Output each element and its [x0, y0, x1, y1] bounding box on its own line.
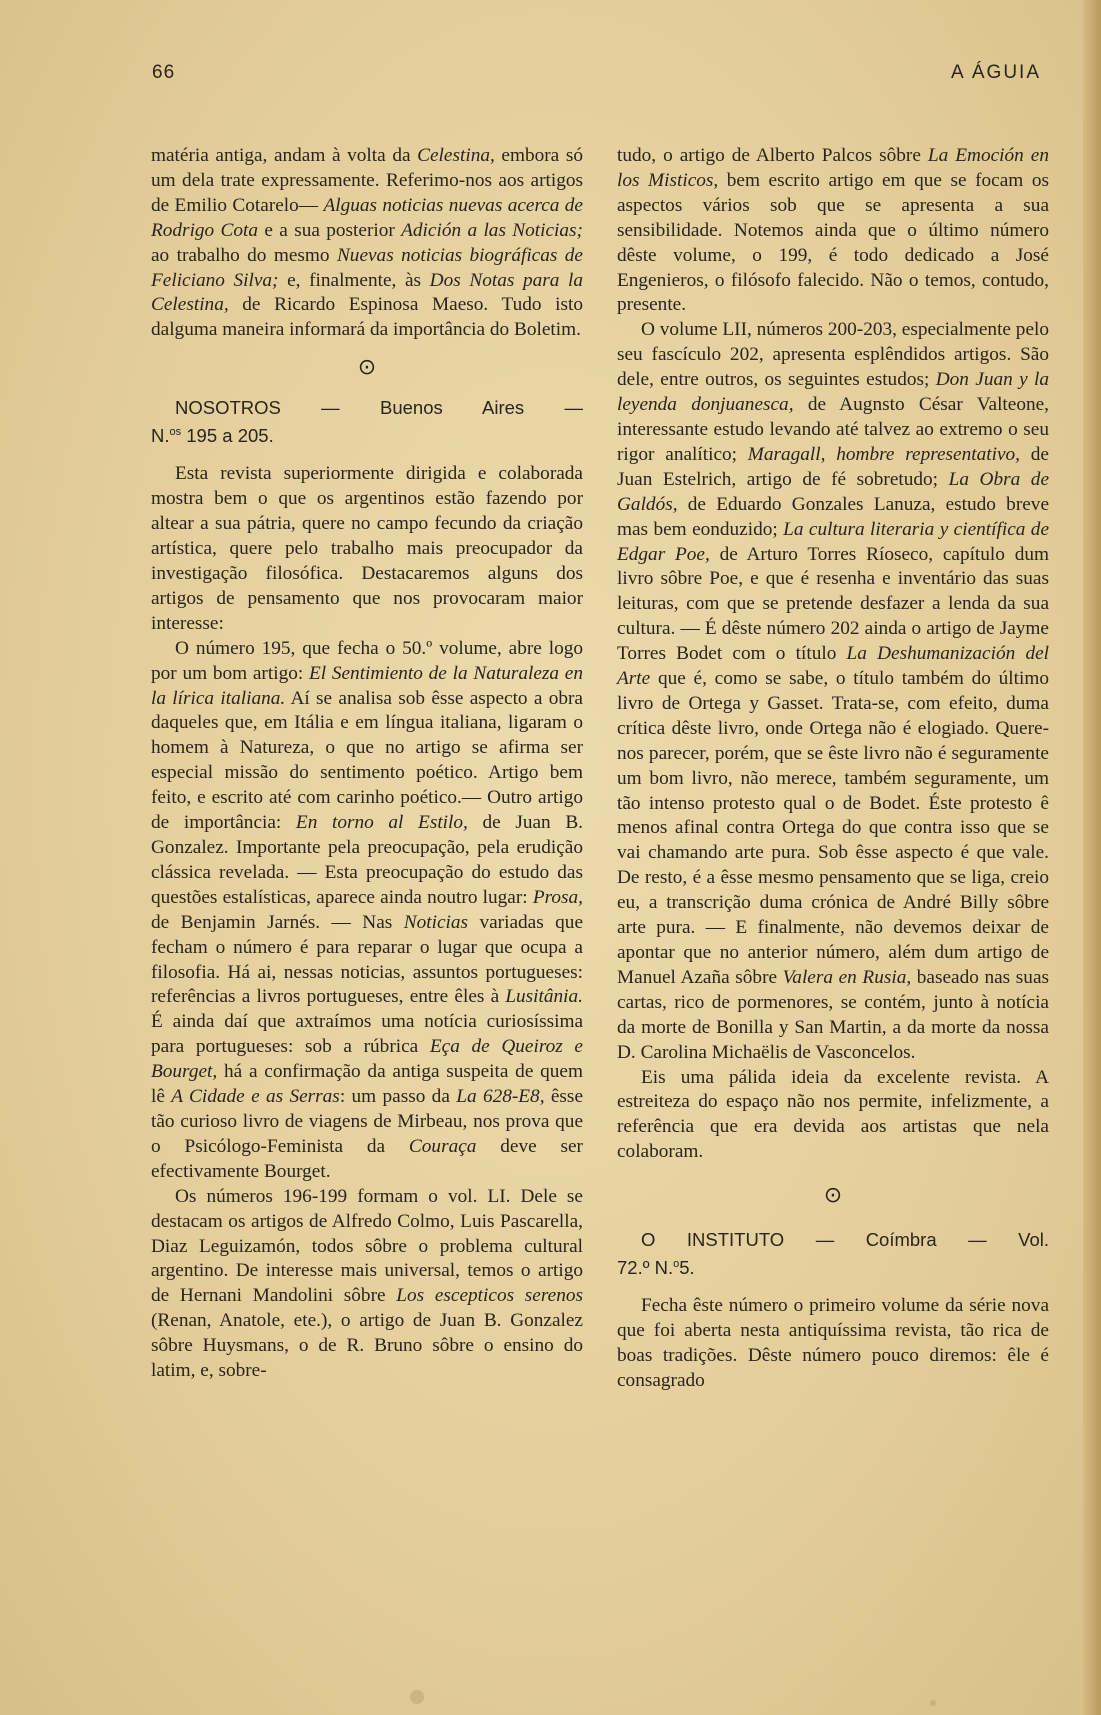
- page-number: 66: [152, 62, 176, 83]
- paragraph: O volume LII, números 200-203, especialmente pelo seu fascículo 202, apresenta esplêndidos artigos. São dele, entre outros, os seguintes estudos; Don Juan y la leyenda donjuanesca, de Augnsto César Valteone, interessante estudo levando até talvez ao extremo o seu rigor analítico; Maragall, hombre representativo, de Juan Estelrich, artigo de fé sobretudo; La Obra de Galdós, de Eduardo Gonzales Lanuza, estudo breve mas bem eonduzido; La cultura literaria y científica de Edgar Poe, de Arturo Torres Ríoseco, capítulo dum livro sôbre Poe, e que é resenha e inventário das suas leituras, com que se pretende desfazer a lenda da sua cultura. — É dêste número 202 ainda o artigo de Jayme Torres Bodet com o título La Deshumanización del Arte que é, como se sabe, o título também do último livro de Ortega y Gasset. Trata-se, com efeito, duma crítica dêste livro, onde Ortega não é elogiado. Quere-nos parecer, porém, que se êste livro não é seguramente um bom livro, não merece, também seguramente, um tão intenso protesto qual o de Bodet. Éste protesto ê menos afinal contra Ortega do que contra isso que se vai chamando arte pura. Sob êsse aspecto é que vale. De resto, é a êsse mesmo pensamento que se liga, creio eu, a transcrição duma crónica de André Billy sôbre arte pura. — E finalmente, não devemos deixar de apontar que no anterior número, além dum artigo de Manuel Azaña sôbre Valera en Rusia, baseado nas suas cartas, rico de pormenores, se contém, junto à notícia da morte de Bonilla y San Martin, a da morte da nossa D. Carolina Michaëlis de Vasconcelos.: [617, 319, 1050, 1063]
- paragraph: Esta revista superiormente dirigida e colaborada mostra bem o que os argentinos estão fazendo por altear a sua pátria, quere no campo fecundo da criação artística, quere pelo trabalho mais preocupador da investigação filosófica. Destacaremos alguns dos artigos de pensamento que nos provocaram maior interesse:: [151, 463, 583, 634]
- section-ornament: ⊙: [823, 1183, 843, 1209]
- paragraph: tudo, o artigo de Alberto Palcos sôbre La Emoción en los Misticos, bem escrito artigo em que se focam os aspectos vários sob que se apresenta a sua sensibilidade. Notemos ainda que o último número dêste volume, o 199, é todo dedicado a José Engenieros, o filósofo falecido. Não o temos, contudo, presente.: [617, 145, 1050, 316]
- paragraph: Os números 196-199 formam o vol. LI. Dele se destacam os artigos de Alfredo Colmo, Luis Pascarella, Diaz Leguizamón, todos sôbre o problema cultural argentino. De interesse mais universal, temos o artigo de Hernani Mandolini sôbre Los escepticos serenos (Renan, Anatole, ete.), o artigo de Juan B. Gonzalez sôbre Huysmans, o de R. Bruno sôbre o ensino do latim, e, sobre-: [151, 1185, 583, 1382]
- journal-title: A ÁGUIA: [950, 62, 1041, 83]
- right-column: [617, 144, 1049, 1394]
- paragraph: Fecha êste número o primeiro volume da série nova que foi aberta nesta antiquíssima revista, tão rica de boas tradições. Dêste número pouco diremos: êle é consagrado: [617, 1295, 1049, 1392]
- paper-stain: [410, 1690, 424, 1704]
- section-ornament: ⊙: [357, 355, 377, 381]
- paragraph: O número 195, que fecha o 50.º volume, abre logo por um bom artigo: El Sentimiento de la Naturaleza en la lírica italiana. Aí se analisa sob êsse aspecto a obra daqueles que, em Itália e em língua italiana, ligaram o homem à Natureza, o que no artigo se afirma ser especial missão do sentimento poético. Artigo bem feito, e escrito até com carinho poético.— Outro artigo de importância: En torno al Estilo, de Juan B. Gonzalez. Importante pela preocupação, pela erudição clássica revelada. — Esta preocupação do estudo das questões estalísticas, aparece ainda noutro lugar: Prosa, de Benjamin Jarnés. — Nas Noticias variadas que fecham o número é para reparar o lugar que ocupa a filosofia. Há ai, nessas noticias, assuntos portugueses: referências a livros portugueses, entre êles à Lusitânia. É ainda daí que axtraímos uma notícia curiosíssima para portugueses: sob a rúbrica Eça de Queiroz e Bourget, há a confirmação da antiga suspeita de quem lê A Cidade e as Serras: um passo da La 628-E8, êsse tão curioso livro de viagens de Mirbeau, nos prova que o Psicólogo-Feminista da Couraça deve ser efectivamente Bourget.: [151, 637, 584, 1182]
- paper-stain: [930, 1700, 936, 1706]
- running-head: [152, 62, 1041, 92]
- section-heading: O INSTITUTO — Coímbra — Vol.: [641, 1229, 1049, 1251]
- section-heading-issues: N.$^{os}$ 195 a 205.: [151, 425, 274, 447]
- section-heading: NOSOTROS — Buenos Aires —: [175, 397, 583, 419]
- left-column: [151, 144, 583, 1384]
- paragraph: Eis uma pálida ideia da excelente revista. A estreiteza do espaço não nos permite, infelizmente, a referência que era devida aos artistas que nela colaboram.: [617, 1066, 1049, 1163]
- paragraph: matéria antiga, andam à volta da Celestina, embora só um dela trate expressamente. Referimo-nos aos artigos de Emilio Cotarelo— Alguas noticias nuevas acerca de Rodrigo Cota e a sua posterior Adición a las Noticias; ao trabalho do mesmo Nuevas noticias biográficas de Feliciano Silva; e, finalmente, às Dos Notas para la Celestina, de Ricardo Espinosa Maeso. Tudo isto dalguma maneira informará da importância do Boletim.: [151, 145, 583, 341]
- section-heading-volume: 72.º N.$^o$5.: [617, 1257, 695, 1279]
- page-edge: [1083, 0, 1101, 1715]
